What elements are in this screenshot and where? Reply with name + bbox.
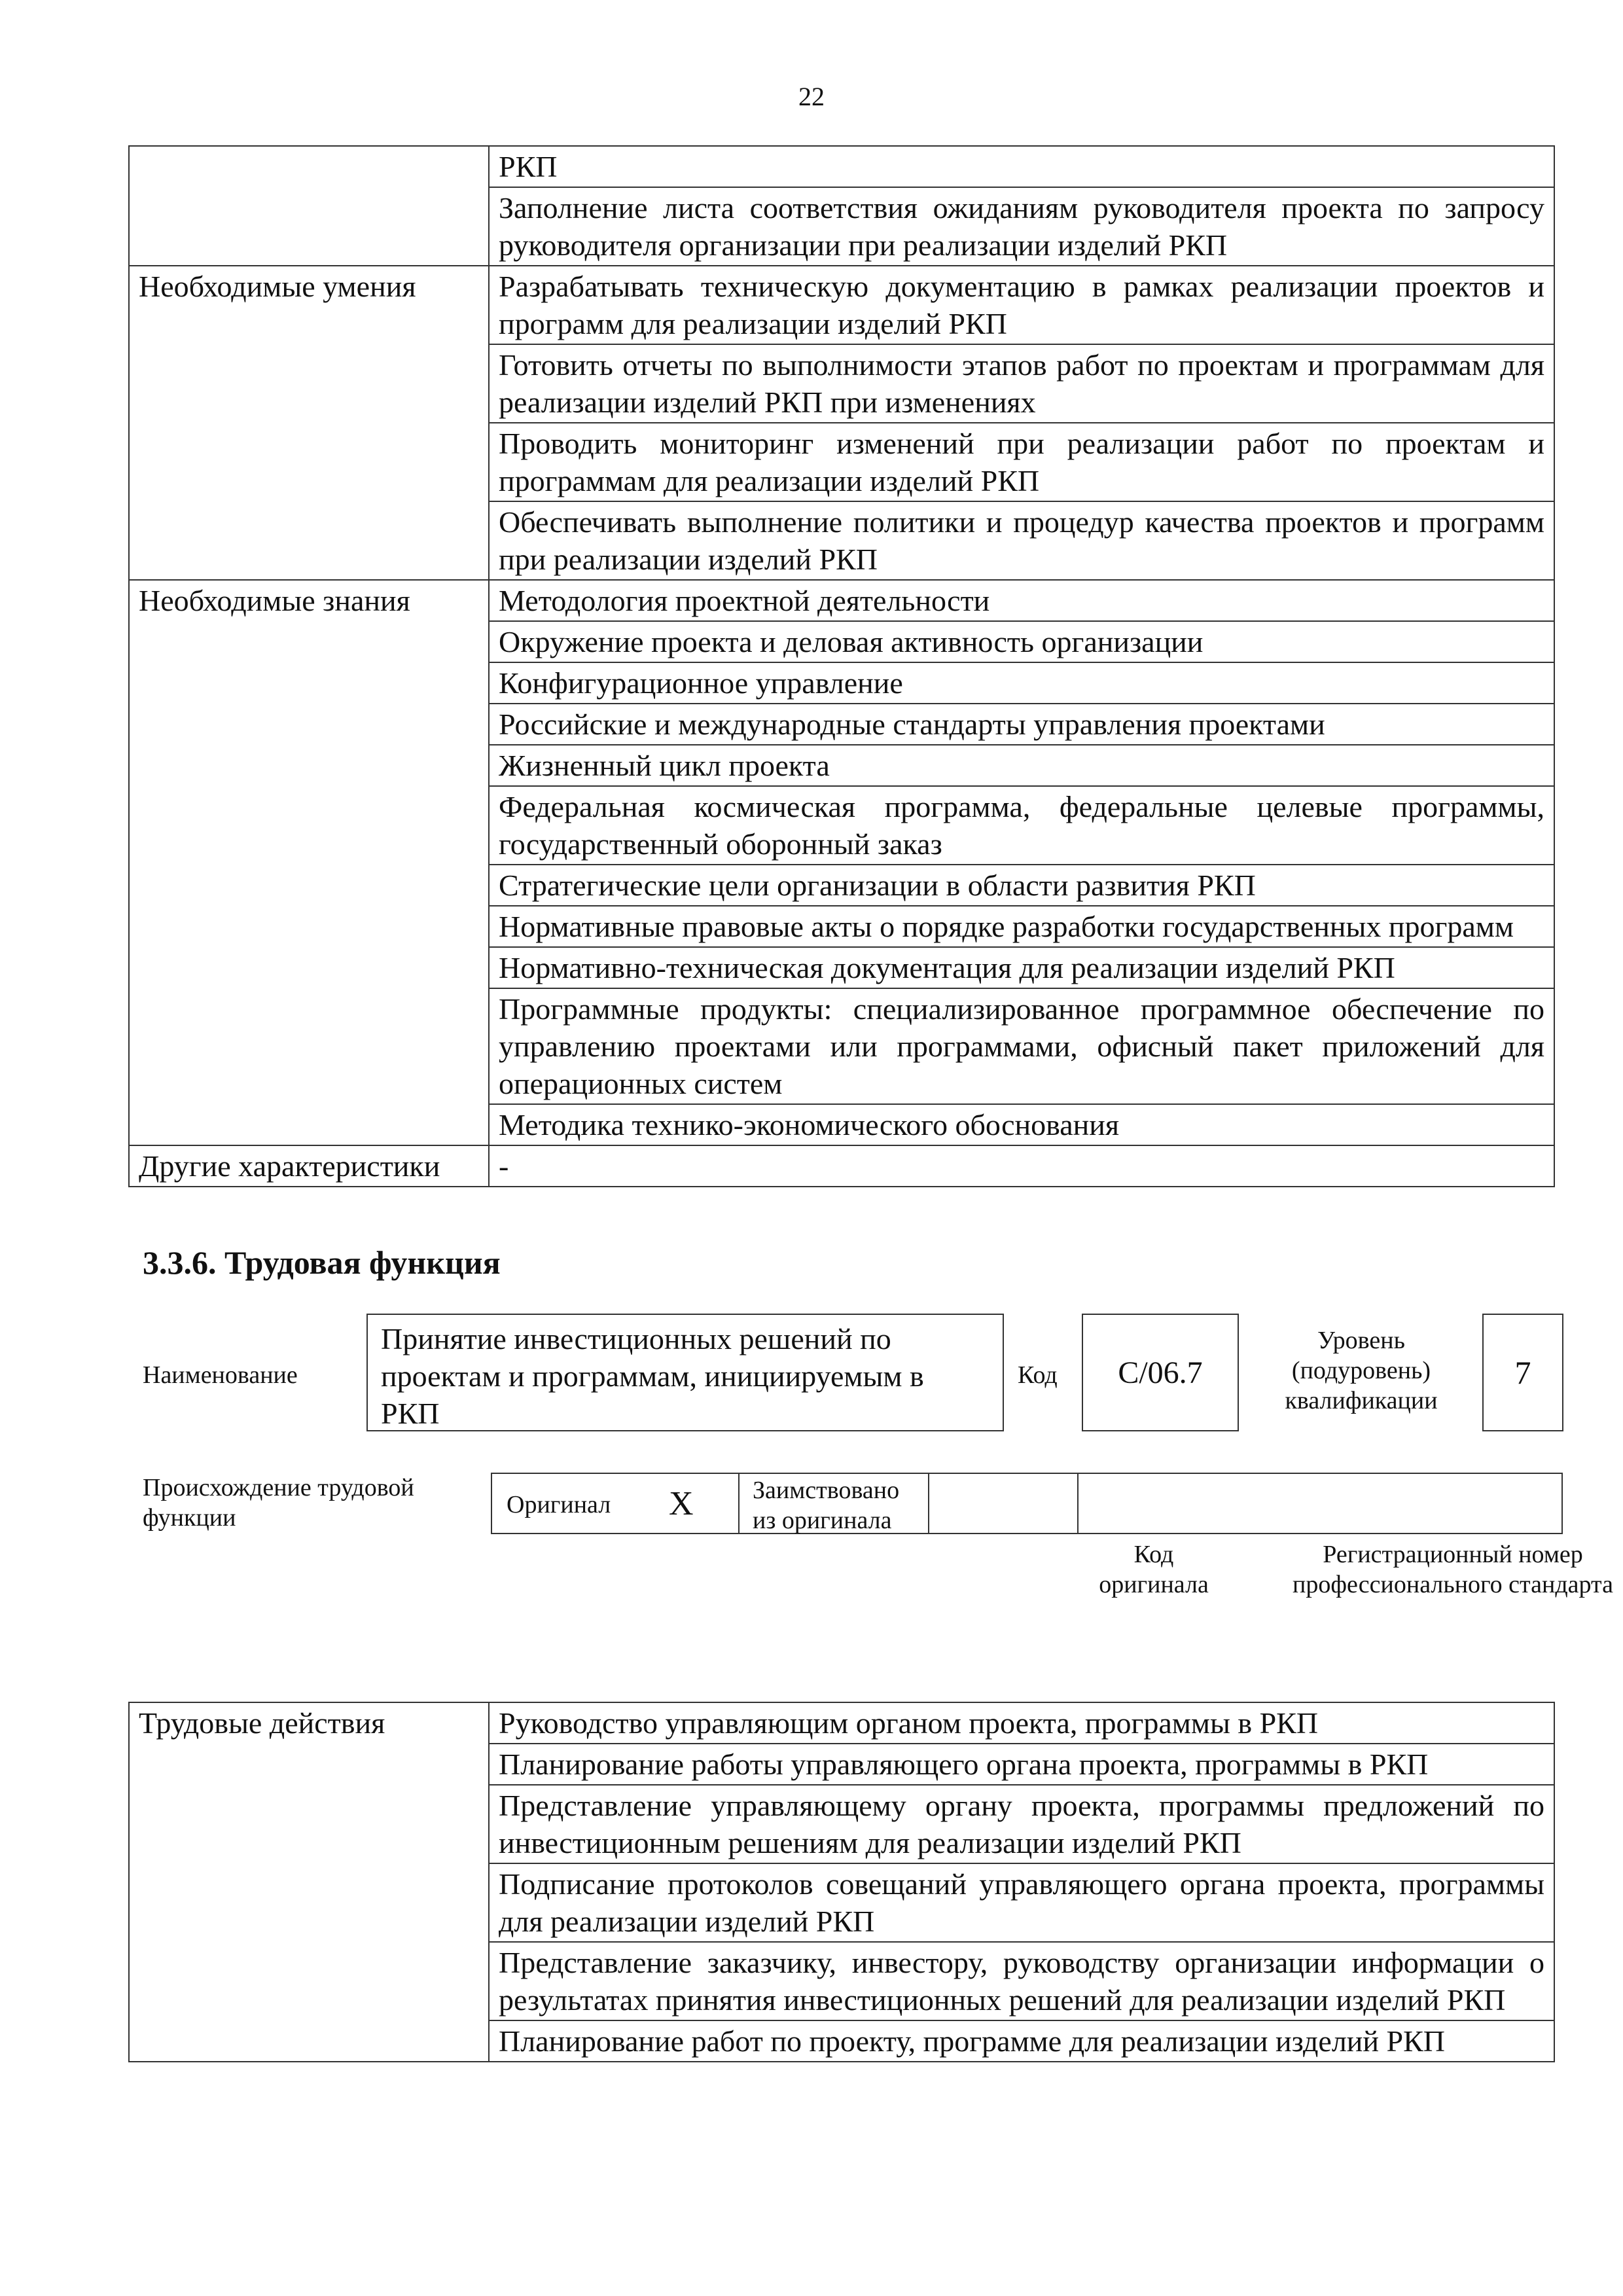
row-label: Необходимые умения (129, 266, 489, 580)
labor-actions-table (128, 1702, 1555, 2062)
row-value: Подписание протоколов совещаний управляющего органа проекта, программы для реализации изделий РКП (489, 1863, 1554, 1942)
row-value: Планирование работы управляющего органа проекта, программы в РКП (489, 1744, 1554, 1785)
table-row (129, 266, 1554, 344)
row-value: Методика технико-экономического обоснования (489, 1104, 1554, 1145)
row-value: Жизненный цикл проекта (489, 745, 1554, 786)
row-value: РКП (489, 146, 1554, 187)
row-value: Нормативные правовые акты о порядке разработки государственных программ (489, 906, 1554, 947)
row-label: Другие характеристики (129, 1145, 489, 1187)
table-row (129, 580, 1554, 621)
origin-row (491, 1473, 1563, 1534)
page-number: 22 (798, 82, 825, 111)
row-value: Нормативно-техническая документация для реализации изделий РКП (489, 947, 1554, 988)
origin-label: Происхождение трудовой функции (143, 1474, 414, 1532)
row-value: Разрабатывать техническую документацию в рамках реализации проектов и программ для реализации изделий РКП (489, 266, 1554, 344)
row-value: Федеральная космическая программа, федеральные целевые программы, государственный оборонный заказ (489, 786, 1554, 865)
row-value: - (489, 1145, 1554, 1187)
row-value: Конфигурационное управление (489, 662, 1554, 704)
function-code-value: C/06.7 (1082, 1314, 1239, 1431)
function-level-value: 7 (1482, 1314, 1563, 1431)
table-row (129, 1702, 1554, 1744)
row-label: Необходимые знания (129, 580, 489, 1145)
origin-mark: X (669, 1485, 694, 1522)
origin-reg-caption: Регистрационный номер профессионального стандарта (1293, 1541, 1613, 1598)
table-row (129, 146, 1554, 187)
function-name-value: Принятие инвестиционных решений по проектам и программам, инициируемым в РКП (366, 1314, 1004, 1431)
row-value: Заполнение листа соответствия ожиданиям руководителя проекта по запросу руководителя организации при реализации изделий РКП (489, 187, 1554, 266)
row-label: Трудовые действия (129, 1702, 489, 2062)
row-value: Стратегические цели организации в области развития РКП (489, 865, 1554, 906)
row-label (129, 146, 489, 266)
function-name-label: Наименование (143, 1361, 298, 1389)
origin-borrowed-text: Заимствовано из оригинала (753, 1477, 900, 1534)
row-value: Методология проектной деятельности (489, 580, 1554, 621)
row-value: Окружение проекта и деловая активность организации (489, 621, 1554, 662)
row-value: Планирование работ по проекту, программе для реализации изделий РКП (489, 2020, 1554, 2062)
origin-code-caption: Код оригинала (1099, 1541, 1209, 1598)
row-value: Программные продукты: специализированное программное обеспечение по управлению проектами или программами, офисный пакет приложений для операционных систем (489, 988, 1554, 1104)
origin-borrowed-cell (738, 1473, 929, 1534)
table-row (129, 1145, 1554, 1187)
function-code-label: Код (1018, 1361, 1058, 1389)
origin-original-cell (491, 1473, 740, 1534)
origin-reg-cell (1077, 1473, 1563, 1534)
row-value: Представление управляющему органу проекта, программы предложений по инвестиционным решениям для реализации изделий РКП (489, 1785, 1554, 1863)
origin-code-cell (928, 1473, 1079, 1534)
row-value: Российские и международные стандарты управления проектами (489, 704, 1554, 745)
row-value: Представление заказчику, инвестору, руководству организации информации о результатах принятия инвестиционных решений для реализации изделий РКП (489, 1942, 1554, 2020)
origin-original-text: Оригинал (507, 1491, 611, 1518)
row-value: Руководство управляющим органом проекта, программы в РКП (489, 1702, 1554, 1744)
row-value: Проводить мониторинг изменений при реализации работ по проектам и программам для реализации изделий РКП (489, 423, 1554, 501)
function-level-label: Уровень (подуровень) квалификации (1285, 1327, 1438, 1414)
section-heading: 3.3.6. Трудовая функция (143, 1244, 501, 1281)
row-value: Готовить отчеты по выполнимости этапов работ по проектам и программам для реализации изделий РКП при изменениях (489, 344, 1554, 423)
competency-table (128, 145, 1555, 1187)
row-value: Обеспечивать выполнение политики и процедур качества проектов и программ при реализации изделий РКП (489, 501, 1554, 580)
